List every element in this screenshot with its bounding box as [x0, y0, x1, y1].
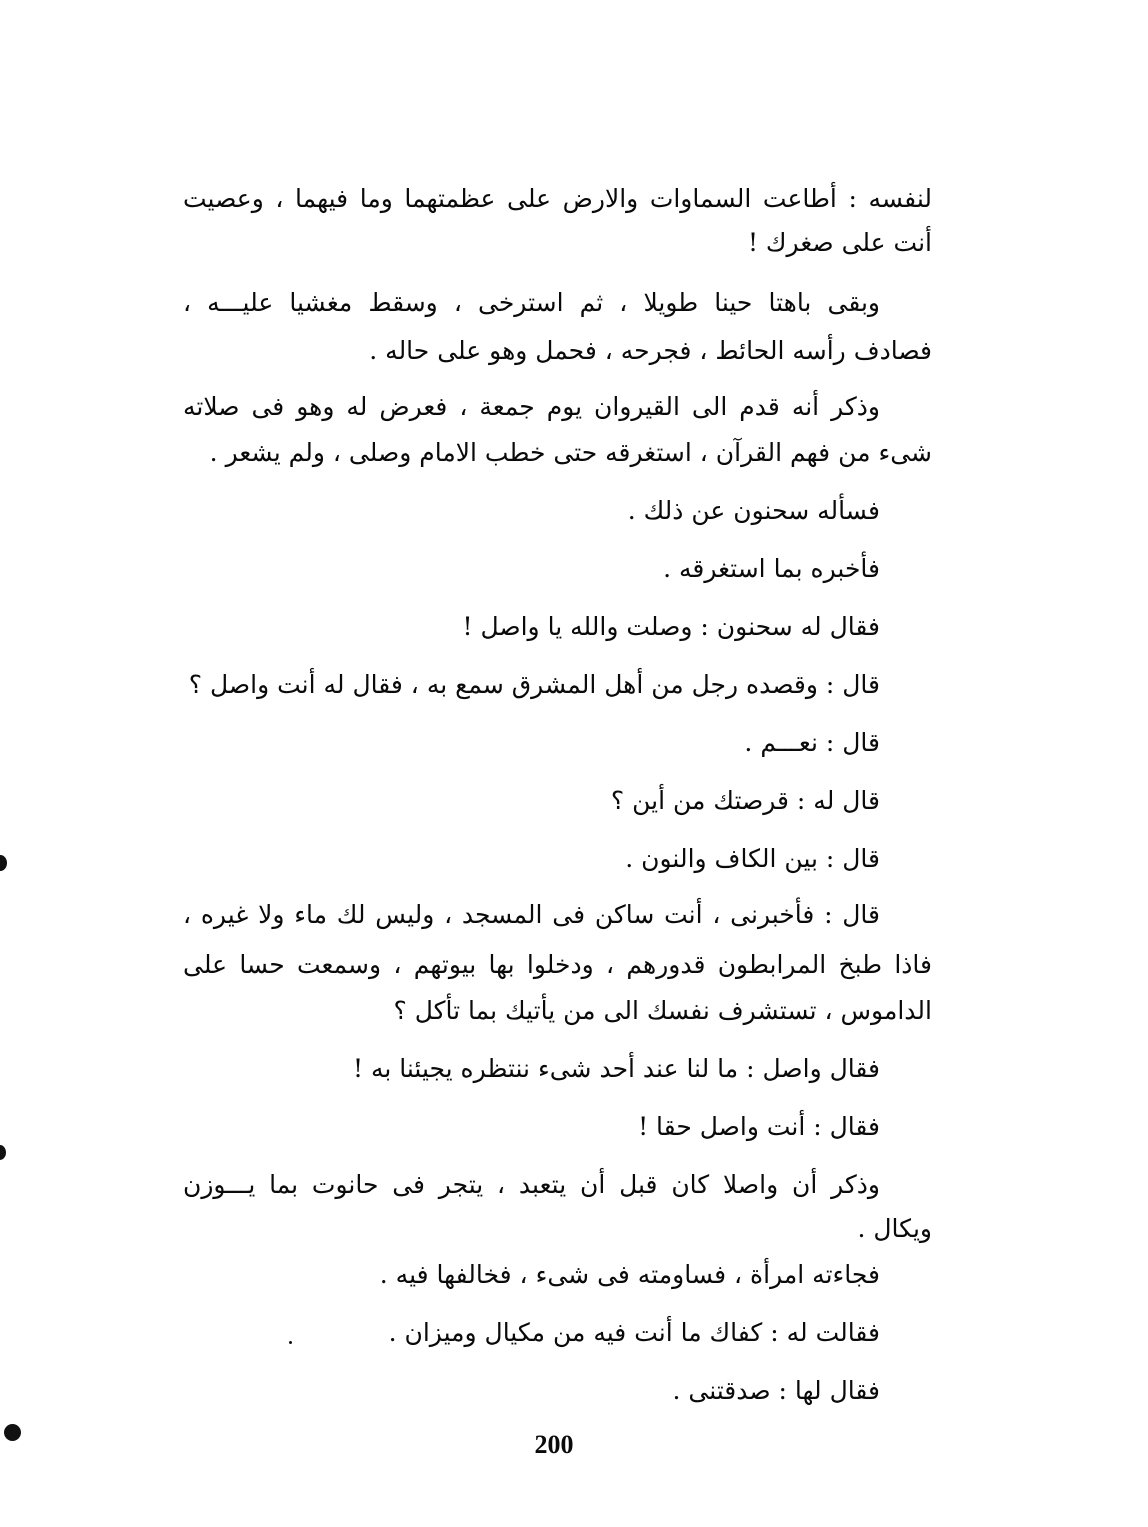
text-line: فصادف رأسه الحائط ، فجرحه ، فحمل وهو على حاله . [369, 336, 932, 365]
text-line: فجاءته امرأة ، فساومته فى شىء ، فخالفها فيه . [379, 1260, 880, 1289]
text-line: الداموس ، تستشرف نفسك الى من يأتيك بما تأكل ؟ [393, 996, 932, 1025]
page-number: 200 [534, 1430, 574, 1459]
scan-speck [289, 1341, 292, 1344]
text-line: ويكال . [857, 1214, 932, 1243]
text-line: أنت على صغرك ! [747, 228, 932, 257]
text-line: فقال له سحنون : وصلت والله يا واصل ! [462, 612, 880, 641]
text-line: فسأله سحنون عن ذلك . [627, 496, 880, 525]
text-line: قال : وقصده رجل من أهل المشرق سمع به ، فقال له أنت واصل ؟ [188, 670, 880, 699]
text-line: وذكر أن واصلا كان قبل أن يتعبد ، يتجر فى حانوت بما يـــوزن [183, 1170, 880, 1199]
text-line: فأخبره بما استغرقه . [663, 554, 880, 583]
text-line: قال : فأخبرنى ، أنت ساكن فى المسجد ، وليس لك ماء ولا غيره ، [183, 900, 880, 929]
text-line: فقالت له : كفاك ما أنت فيه من مكيال وميزان . [388, 1318, 880, 1347]
text-line: قال له : قرصتك من أين ؟ [610, 786, 880, 815]
text-line: وبقى باهتا حينا طويلا ، ثم استرخى ، وسقط مغشيا عليـــه ، [183, 288, 880, 317]
text-line: فاذا طبخ المرابطون قدورهم ، ودخلوا بها بيوتهم ، وسمعت حسا على [183, 950, 932, 979]
text-line: فقال واصل : ما لنا عند أحد شىء ننتظره يجيئنا به ! [352, 1054, 880, 1083]
text-line: وذكر أنه قدم الى القيروان يوم جمعة ، فعرض له وهو فى صلاته [183, 392, 880, 421]
scan-mark [0, 855, 7, 871]
text-line: شىء من فهم القرآن ، استغرقه حتى خطب الامام وصلى ، ولم يشعر . [209, 438, 932, 467]
text-line: فقال لها : صدقتنى . [672, 1376, 880, 1405]
text-line: لنفسه : أطاعت السماوات والارض على عظمتهما وما فيهما ، وعصيت [183, 184, 932, 213]
text-line: فقال : أنت واصل حقا ! [638, 1112, 880, 1141]
text-line: قال : نعـــم . [744, 728, 880, 757]
scan-mark [4, 1424, 21, 1441]
text-line: قال : بين الكاف والنون . [625, 844, 880, 873]
scan-mark [0, 1145, 6, 1160]
